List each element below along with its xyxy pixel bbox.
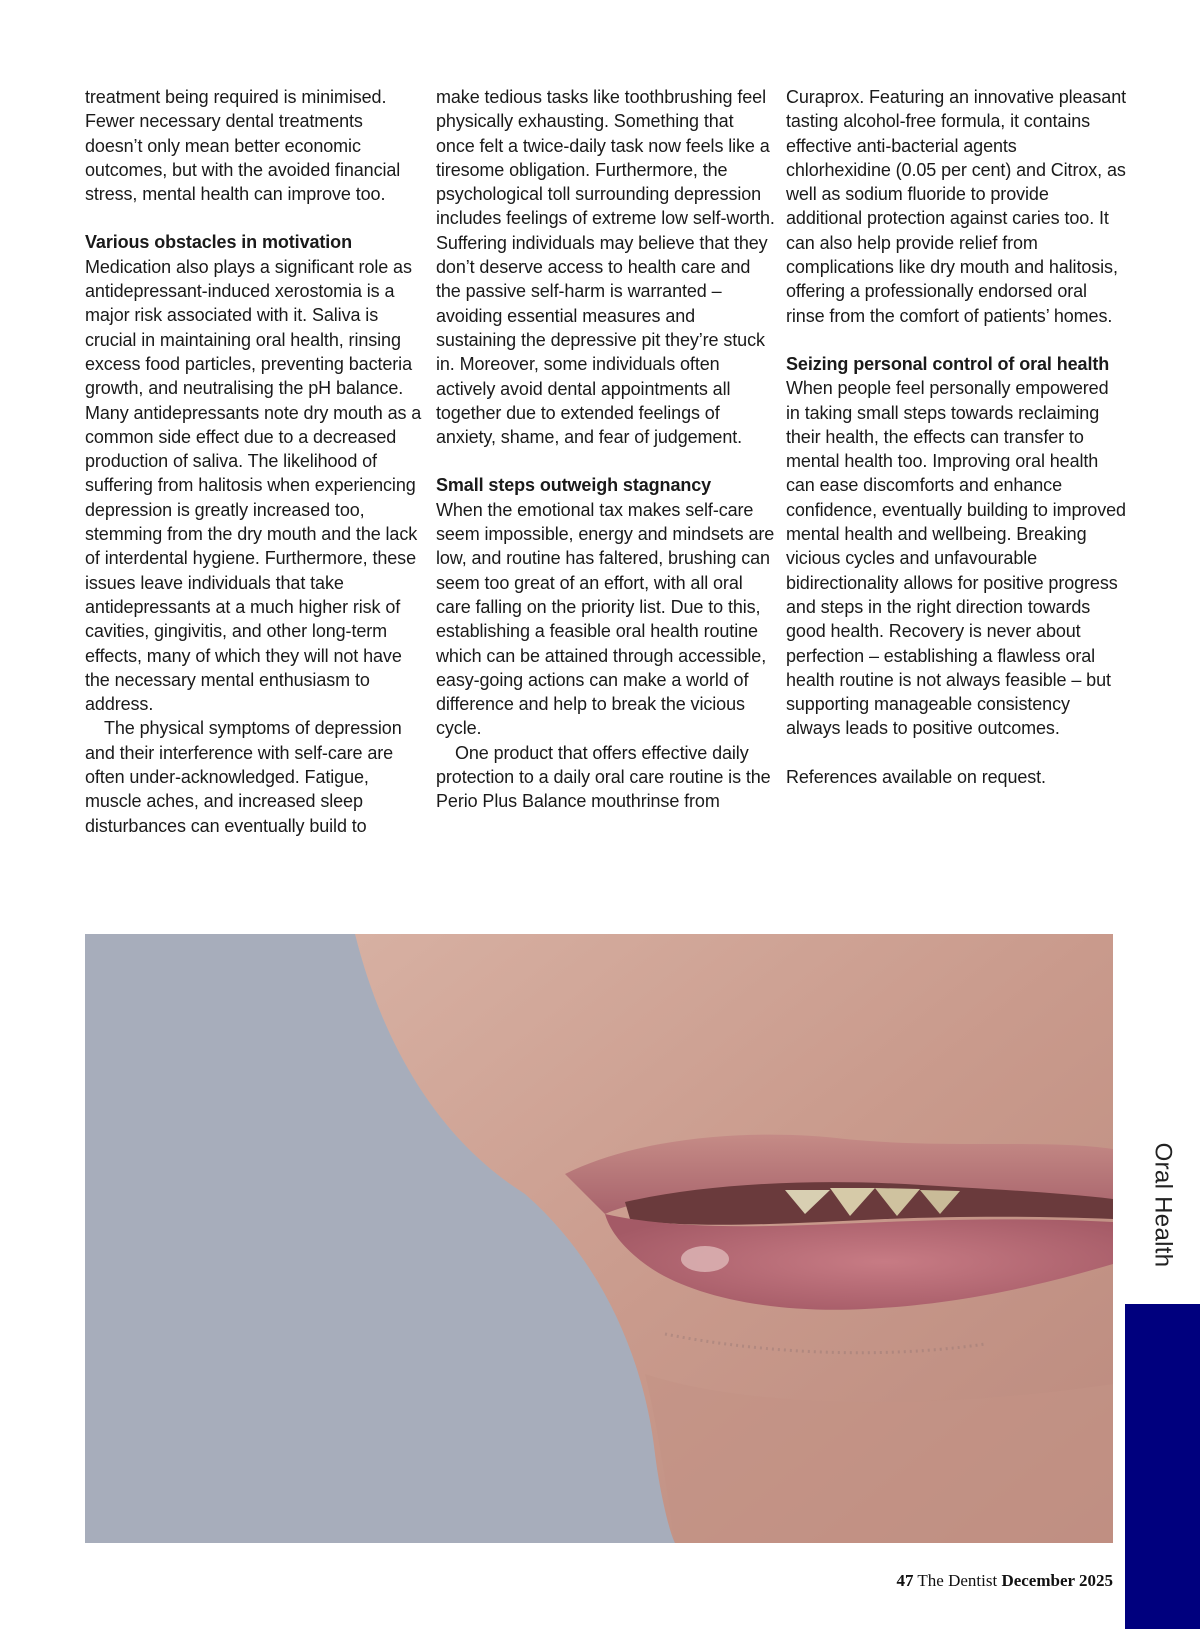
article-body <box>0 85 1200 895</box>
references-note: References available on request. <box>786 766 1046 787</box>
mouth-closeup-photo <box>85 934 1113 1543</box>
section-heading: Small steps outweigh stagnancy <box>436 475 712 496</box>
page-number: 47 <box>896 1571 914 1590</box>
paragraph: When people feel personally empowered in taking small steps towards reclaiming their health, the effects can transfer to mental health too. Improving oral health can ease discomforts and enhance confidence, eventually building to improved mental health and wellbeing. Breaking vicious cycles and unfavourable bidirectionality allows for positive progress and steps in the right direction towards good health. Recovery is never about perfection – establishing a flawless oral health routine is not always feasible – but supporting manageable consistency always leads to positive outcomes. <box>786 378 1126 739</box>
paragraph: When the emotional tax makes self-care seem impossible, energy and mindsets are low, and routine has faltered, brushing can seem too great of an effort, with all oral care falling on the priority list. Due to this, establishing a feasible oral health routine which can be attained through accessible, easy-going actions can make a world of difference and help to break the vicious cycle. <box>436 499 775 739</box>
column-3 <box>786 85 1126 789</box>
paragraph: Curaprox. Featuring an innovative pleasant tasting alcohol-free formula, it contains effective anti-bacterial agents chlorhexidine (0.05 per cent) and Citrox, as well as sodium fluoride to provide additional protection against caries too. It can also help provide relief from complications like dry mouth and halitosis, offering a professionally endorsed oral rinse from the comfort of patients’ homes. <box>786 87 1127 326</box>
section-label-text: Oral Health <box>1149 1142 1176 1268</box>
section-tab <box>1125 1304 1200 1629</box>
paragraph: One product that offers effective daily protection to a daily oral care routine is the Perio Plus Balance mouthrinse from <box>436 742 771 812</box>
section-label <box>1126 1120 1198 1290</box>
paragraph: make tedious tasks like toothbrushing feel physically exhausting. Something that once felt a twice-daily task now feels like a tiresome obligation. Furthermore, the psychological toll surrounding depression includes feelings of extreme low self-worth. Suffering individuals may believe that they don’t deserve access to health care and the passive self-harm is warranted – avoiding essential measures and sustaining the depressive pit they’re stuck in. Moreover, some individuals often actively avoid dental appointments all together due to extended feelings of anxiety, shame, and fear of judgement. <box>436 87 775 448</box>
paragraph: Medication also plays a significant role as antidepressant-induced xerostomia is a major risk associated with it. Saliva is crucial in maintaining oral health, rinsing excess food particles, preventing bacteria growth, and neutralising the pH balance. Many antidepressants note dry mouth as a common side effect due to a decreased production of saliva. The likelihood of suffering from halitosis when experiencing depression is greatly increased too, stemming from the dry mouth and the lack of interdental hygiene. Furthermore, these issues leave individuals that take antidepressants at a much higher risk of cavities, gingivitis, and other long-term effects, many of which they will not have the necessary mental enthusiasm to address. <box>85 256 422 715</box>
column-2 <box>436 85 776 814</box>
column-1 <box>85 85 425 838</box>
section-heading: Seizing personal control of oral health <box>786 353 1110 374</box>
paragraph: treatment being required is minimised. Fewer necessary dental treatments doesn’t only mean better economic outcomes, but with the avoided financial stress, mental health can improve too. <box>85 87 401 205</box>
section-heading: Various obstacles in motivation <box>85 232 352 253</box>
issue-date: December 2025 <box>1001 1571 1113 1590</box>
paragraph: The physical symptoms of depression and their interference with self-care are often under-acknowledged. Fatigue, muscle aches, and increased sleep disturbances can eventually build to <box>85 718 402 836</box>
magazine-name: The Dentist <box>917 1571 998 1590</box>
page-footer <box>896 1571 1113 1591</box>
